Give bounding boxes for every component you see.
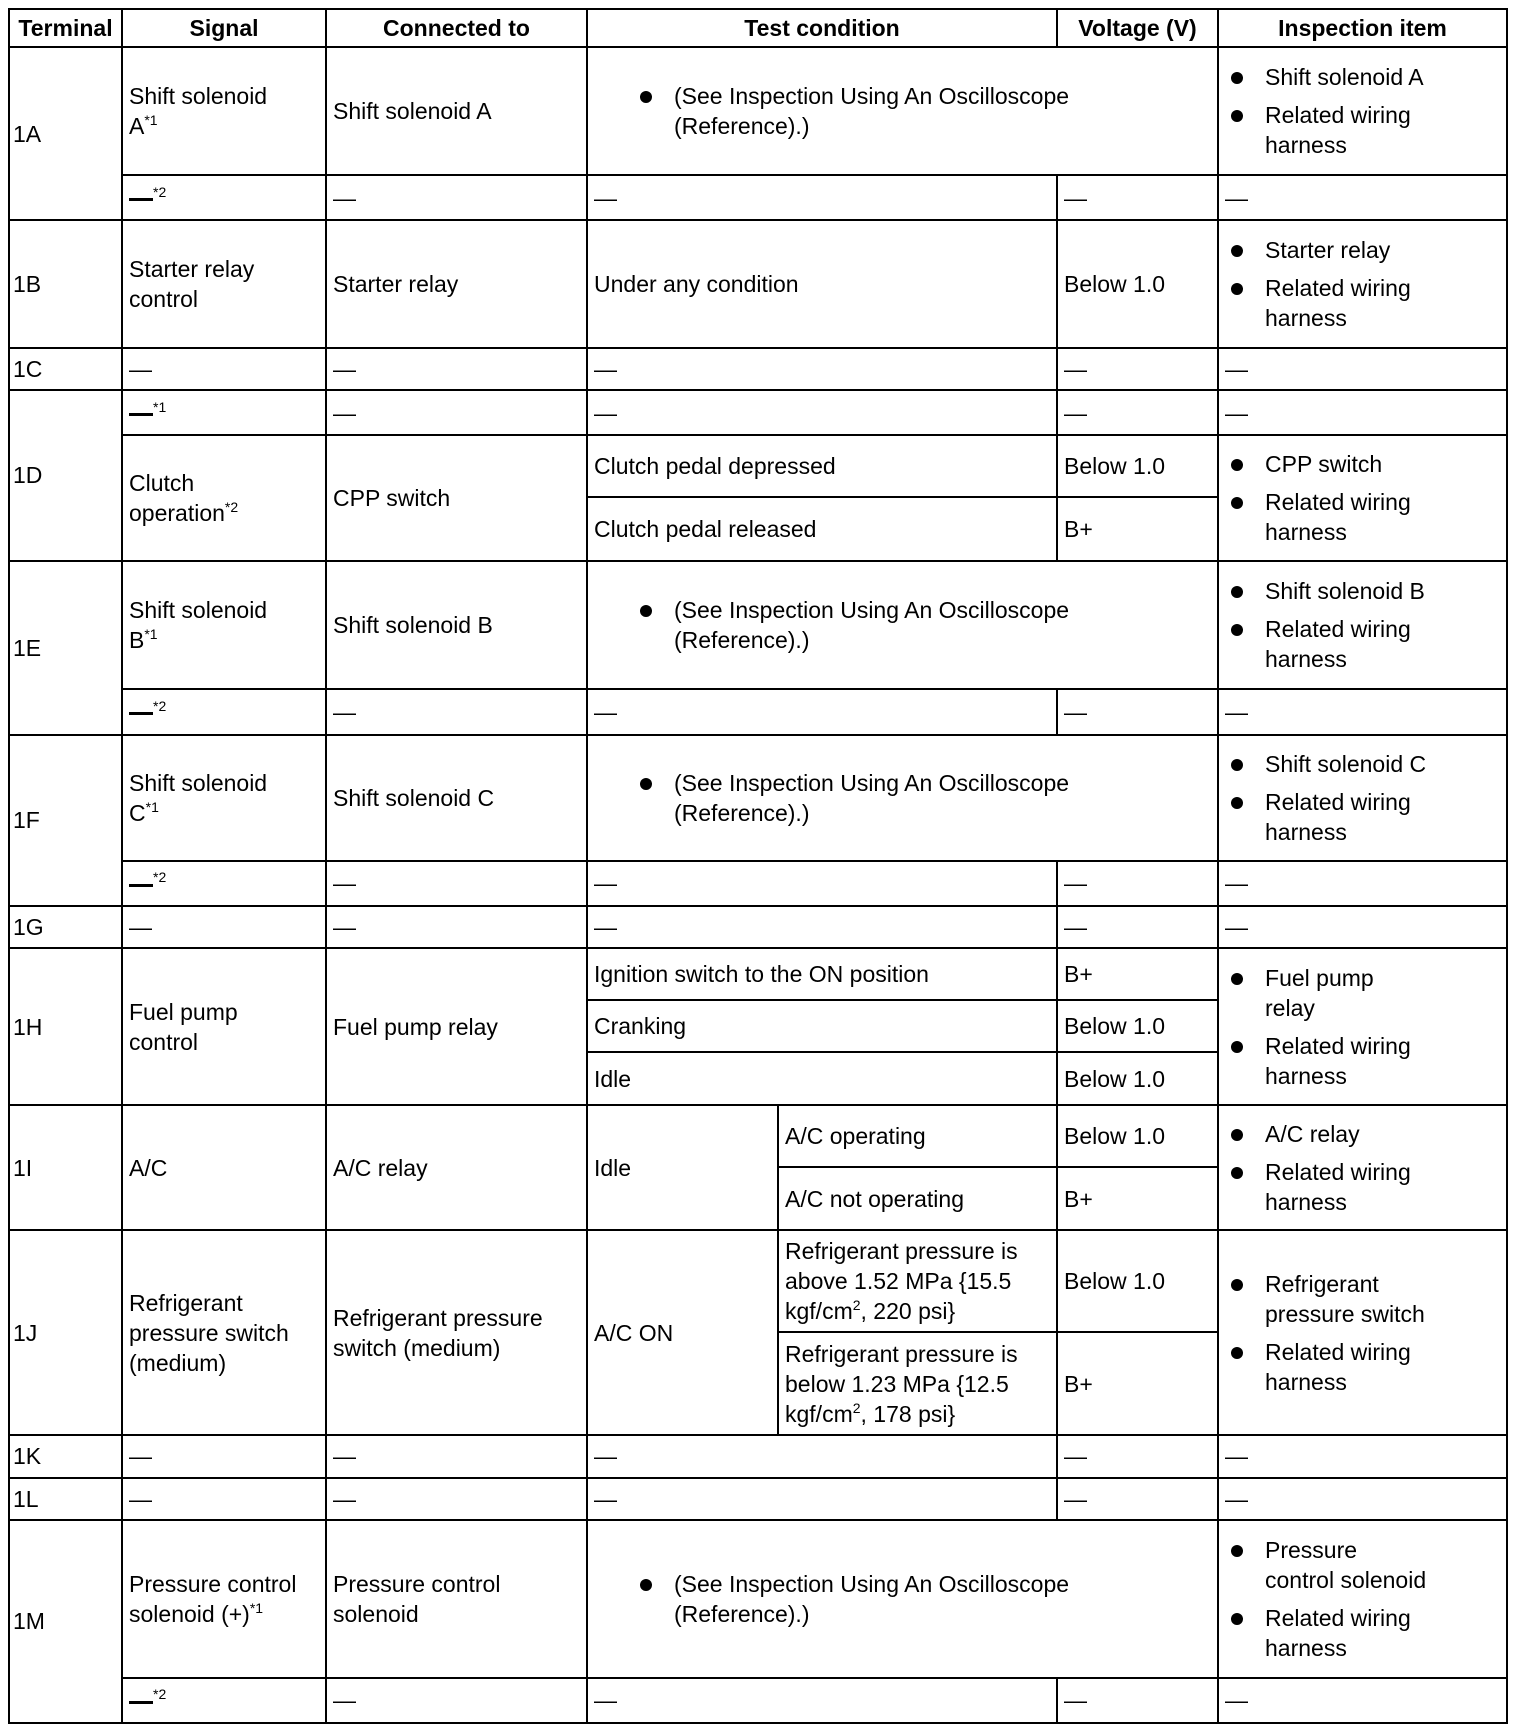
terminal-cell: 1H xyxy=(9,948,122,1105)
voltage-cell: Below 1.0 xyxy=(1057,1105,1218,1167)
voltage-cell: — xyxy=(1057,1678,1218,1723)
voltage-cell: — xyxy=(1057,689,1218,735)
voltage-cell: — xyxy=(1057,906,1218,948)
table-row xyxy=(9,735,1507,861)
table-row xyxy=(9,1435,1507,1477)
test-condition-cell: A/C ON xyxy=(587,1230,778,1435)
terminal-cell: 1A xyxy=(9,47,122,220)
sub-condition-cell: Refrigerant pressure is below 1.23 MPa {12.5 kgf/$cm^2$, 178 psi} xyxy=(778,1332,1057,1435)
table-row xyxy=(9,861,1507,906)
voltage-cell: B+ xyxy=(1057,1332,1218,1435)
voltage-cell: — xyxy=(1057,390,1218,435)
connected-cell: Pressure control solenoid xyxy=(326,1520,587,1678)
list-item: Related wiring harness xyxy=(1265,1337,1500,1397)
header-voltage: Voltage (V) xyxy=(1057,9,1218,47)
test-condition-cell: — xyxy=(587,1678,1057,1723)
list-item: Related wiring harness xyxy=(1265,1603,1500,1663)
list-item: Fuel pump relay xyxy=(1265,963,1500,1023)
inspection-cell xyxy=(1218,1520,1507,1678)
inspection-cell: — xyxy=(1218,1678,1507,1723)
list-item: Related wiring harness xyxy=(1265,1157,1500,1217)
list-item: Refrigerant pressure switch xyxy=(1265,1269,1500,1329)
signal-cell: Shift solenoid $B^{*1}$ xyxy=(122,561,326,689)
voltage-cell: Below 1.0 xyxy=(1057,1230,1218,1332)
list-item: Related wiring harness xyxy=(1265,100,1500,160)
test-condition-cell: Clutch pedal released xyxy=(587,497,1057,560)
sub-condition-cell: A/C operating xyxy=(778,1105,1057,1167)
test-condition-cell: Under any condition xyxy=(587,220,1057,348)
connected-cell: — xyxy=(326,861,587,906)
signal-cell: *2 xyxy=(122,1678,326,1723)
table-row xyxy=(9,906,1507,948)
connected-cell: Shift solenoid C xyxy=(326,735,587,861)
test-condition-cell: — xyxy=(587,175,1057,220)
test-condition-cell: Idle xyxy=(587,1052,1057,1105)
signal-cell: *2 xyxy=(122,175,326,220)
signal-cell: — xyxy=(122,348,326,390)
inspection-cell xyxy=(1218,735,1507,861)
test-condition-cell: Ignition switch to the ON position xyxy=(587,948,1057,1000)
header-inspection-item: Inspection item xyxy=(1218,9,1507,47)
terminal-cell: 1K xyxy=(9,1435,122,1477)
terminal-voltage-table xyxy=(8,8,1508,1724)
voltage-cell: Below 1.0 xyxy=(1057,1052,1218,1105)
list-item: Pressure control solenoid xyxy=(1265,1535,1500,1595)
list-item: (See Inspection Using An Oscilloscope (Reference).) xyxy=(674,81,1211,141)
signal-cell: Clutch operation$^{*2}$ xyxy=(122,435,326,560)
table-row xyxy=(9,220,1507,348)
signal-cell: Starter relay control xyxy=(122,220,326,348)
table-row xyxy=(9,1105,1507,1167)
voltage-cell: — xyxy=(1057,861,1218,906)
inspection-cell: — xyxy=(1218,1435,1507,1477)
inspection-cell: — xyxy=(1218,175,1507,220)
inspection-cell xyxy=(1218,1230,1507,1435)
voltage-cell: — xyxy=(1057,1435,1218,1477)
test-condition-cell: — xyxy=(587,390,1057,435)
table-row xyxy=(9,47,1507,175)
voltage-cell: — xyxy=(1057,175,1218,220)
test-condition-cell: — xyxy=(587,906,1057,948)
terminal-cell: 1C xyxy=(9,348,122,390)
inspection-cell xyxy=(1218,435,1507,560)
list-item: (See Inspection Using An Oscilloscope (Reference).) xyxy=(674,1569,1211,1629)
signal-cell: *2 xyxy=(122,689,326,735)
table-row xyxy=(9,175,1507,220)
voltage-cell: — xyxy=(1057,1478,1218,1520)
sub-condition-cell: Refrigerant pressure is above 1.52 MPa {15.5 kgf/$cm^2$, 220 psi} xyxy=(778,1230,1057,1332)
terminal-cell: 1F xyxy=(9,735,122,906)
inspection-cell: — xyxy=(1218,390,1507,435)
voltage-cell: B+ xyxy=(1057,497,1218,560)
test-condition-cell: Idle xyxy=(587,1105,778,1230)
signal-cell: *2 xyxy=(122,861,326,906)
inspection-cell: — xyxy=(1218,861,1507,906)
list-item: Shift solenoid C xyxy=(1265,749,1500,779)
connected-cell: A/C relay xyxy=(326,1105,587,1230)
header-signal: Signal xyxy=(122,9,326,47)
voltage-cell: Below 1.0 xyxy=(1057,435,1218,497)
table-row xyxy=(9,348,1507,390)
inspection-cell: — xyxy=(1218,1478,1507,1520)
signal-cell: *1 xyxy=(122,390,326,435)
terminal-cell: 1J xyxy=(9,1230,122,1435)
header-row xyxy=(9,9,1507,47)
test-condition-cell xyxy=(587,561,1218,689)
signal-cell: — xyxy=(122,906,326,948)
connected-cell: — xyxy=(326,348,587,390)
header-terminal: Terminal xyxy=(9,9,122,47)
sub-condition-cell: A/C not operating xyxy=(778,1167,1057,1230)
signal-cell: Refrigerant pressure switch (medium) xyxy=(122,1230,326,1435)
test-condition-cell xyxy=(587,735,1218,861)
test-condition-cell: — xyxy=(587,861,1057,906)
signal-cell: — xyxy=(122,1478,326,1520)
connected-cell: Starter relay xyxy=(326,220,587,348)
list-item: Starter relay xyxy=(1265,235,1500,265)
list-item: (See Inspection Using An Oscilloscope (Reference).) xyxy=(674,768,1211,828)
list-item: Shift solenoid B xyxy=(1265,576,1500,606)
inspection-cell xyxy=(1218,47,1507,175)
connected-cell: Shift solenoid A xyxy=(326,47,587,175)
test-condition-cell: — xyxy=(587,689,1057,735)
signal-cell: — xyxy=(122,1435,326,1477)
table-row xyxy=(9,1678,1507,1723)
inspection-cell: — xyxy=(1218,348,1507,390)
voltage-cell: Below 1.0 xyxy=(1057,220,1218,348)
header-connected-to: Connected to xyxy=(326,9,587,47)
table-row xyxy=(9,561,1507,689)
test-condition-cell: Clutch pedal depressed xyxy=(587,435,1057,497)
test-condition-cell: — xyxy=(587,348,1057,390)
connected-cell: Shift solenoid B xyxy=(326,561,587,689)
voltage-cell: B+ xyxy=(1057,948,1218,1000)
connected-cell: CPP switch xyxy=(326,435,587,560)
test-condition-cell: — xyxy=(587,1478,1057,1520)
connected-cell: Fuel pump relay xyxy=(326,948,587,1105)
list-item: Shift solenoid A xyxy=(1265,62,1500,92)
test-condition-cell xyxy=(587,47,1218,175)
signal-cell: Pressure control solenoid $(+)^{*1}$ xyxy=(122,1520,326,1678)
list-item: Related wiring harness xyxy=(1265,273,1500,333)
connected-cell: — xyxy=(326,1435,587,1477)
table-row xyxy=(9,1230,1507,1332)
table-row xyxy=(9,390,1507,435)
inspection-cell xyxy=(1218,948,1507,1105)
list-item: Related wiring harness xyxy=(1265,487,1500,547)
connected-cell: — xyxy=(326,689,587,735)
inspection-cell: — xyxy=(1218,906,1507,948)
test-condition-cell: Cranking xyxy=(587,1000,1057,1052)
signal-cell: Shift solenoid $C^{*1}$ xyxy=(122,735,326,861)
test-condition-cell xyxy=(587,1520,1218,1678)
connected-cell: Refrigerant pressure switch (medium) xyxy=(326,1230,587,1435)
inspection-cell xyxy=(1218,220,1507,348)
signal-cell: Shift solenoid $A^{*1}$ xyxy=(122,47,326,175)
connected-cell: — xyxy=(326,906,587,948)
terminal-cell: 1M xyxy=(9,1520,122,1723)
terminal-cell: 1G xyxy=(9,906,122,948)
terminal-cell: 1D xyxy=(9,390,122,560)
inspection-cell xyxy=(1218,561,1507,689)
table-row xyxy=(9,435,1507,497)
header-test-condition: Test condition xyxy=(587,9,1057,47)
list-item: Related wiring harness xyxy=(1265,1031,1500,1091)
connected-cell: — xyxy=(326,390,587,435)
table-row xyxy=(9,1520,1507,1678)
voltage-cell: Below 1.0 xyxy=(1057,1000,1218,1052)
inspection-cell xyxy=(1218,1105,1507,1230)
voltage-cell: — xyxy=(1057,348,1218,390)
table-row xyxy=(9,1478,1507,1520)
table-row xyxy=(9,948,1507,1000)
terminal-cell: 1I xyxy=(9,1105,122,1230)
voltage-cell: B+ xyxy=(1057,1167,1218,1230)
connected-cell: — xyxy=(326,1478,587,1520)
inspection-cell: — xyxy=(1218,689,1507,735)
signal-cell: Fuel pump control xyxy=(122,948,326,1105)
list-item: A/C relay xyxy=(1265,1119,1500,1149)
terminal-cell: 1B xyxy=(9,220,122,348)
list-item: Related wiring harness xyxy=(1265,614,1500,674)
connected-cell: — xyxy=(326,175,587,220)
list-item: Related wiring harness xyxy=(1265,787,1500,847)
list-item: CPP switch xyxy=(1265,449,1500,479)
signal-cell: A/C xyxy=(122,1105,326,1230)
terminal-cell: 1L xyxy=(9,1478,122,1520)
terminal-cell: 1E xyxy=(9,561,122,735)
connected-cell: — xyxy=(326,1678,587,1723)
list-item: (See Inspection Using An Oscilloscope (Reference).) xyxy=(674,595,1211,655)
table-row xyxy=(9,689,1507,735)
test-condition-cell: — xyxy=(587,1435,1057,1477)
